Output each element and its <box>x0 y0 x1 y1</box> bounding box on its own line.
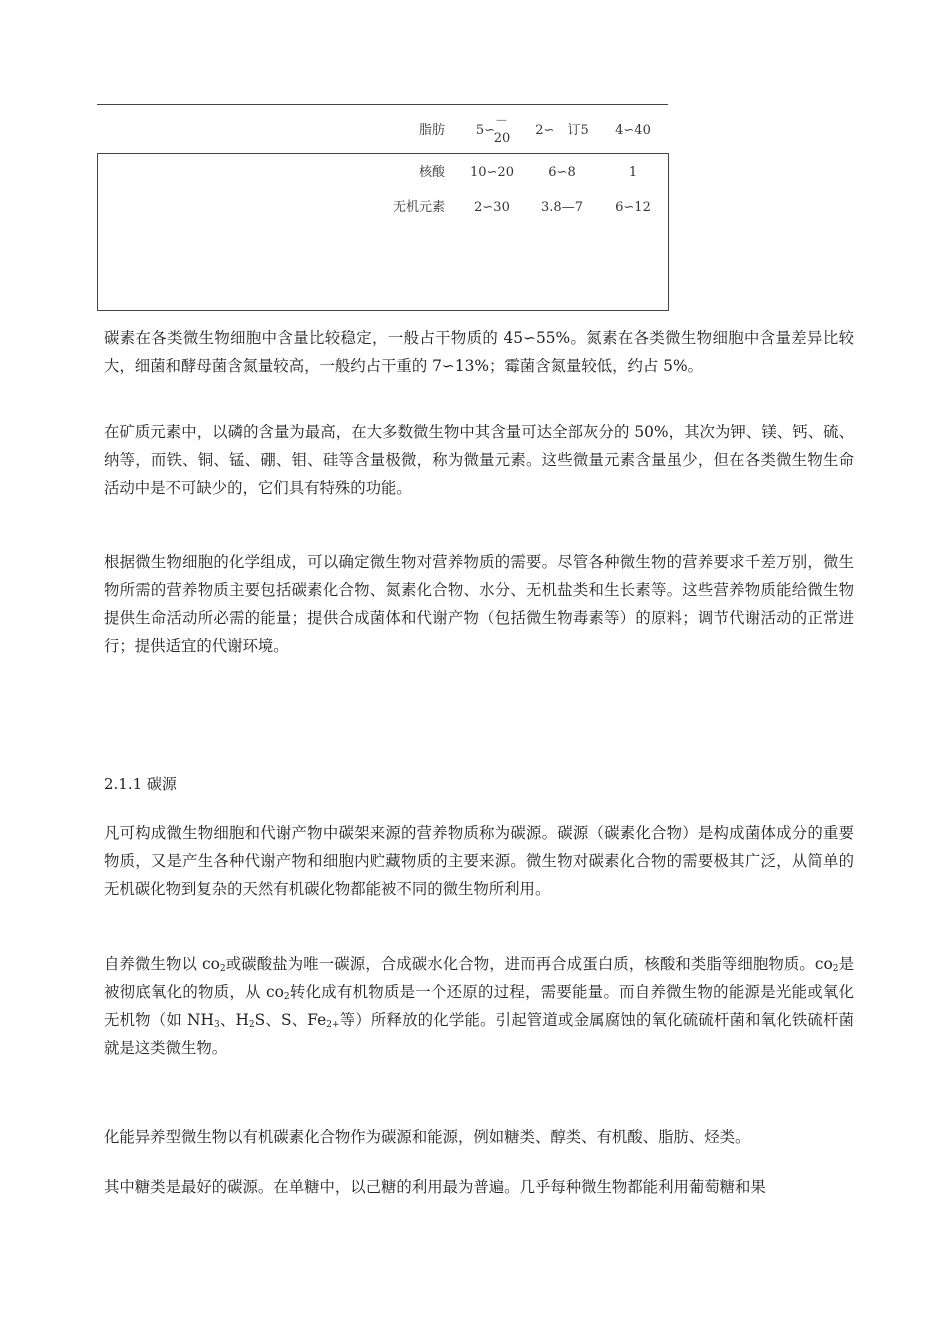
table-cell: 6∽12 <box>615 200 651 215</box>
table-cell: 3.8—7 <box>541 200 583 215</box>
section-heading: 2.1.1 碳源 <box>104 775 177 793</box>
paragraph <box>104 950 854 1062</box>
paragraph: 碳素在各类微生物细胞中含量比较稳定，一般占干物质的 45∽55%。氮素在各类微生物细胞中含量差异比较大，细菌和酵母菌含氮量较高，一般约占干重的 7∽13%；霉菌含氮量较低，约占 5%。 <box>104 329 854 375</box>
table-cell: 2∽ 订5 <box>535 123 589 138</box>
paragraph: 凡可构成微生物细胞和代谢产物中碳架来源的营养物质称为碳源。碳源（碳素化合物）是构成菌体成分的重要物质，又是产生各种代谢产物和细胞内贮藏物质的主要来源。微生物对碳素化合物的需要极其广泛，从简单的无机碳化物到复杂的天然有机碳化物都能被不同的微生物所利用。 <box>104 824 854 898</box>
table-cell: － <box>495 114 509 129</box>
text-run: S、S、Fe <box>254 1011 327 1029</box>
text-run: 或碳酸盐为唯一碳源，合成碳水化合物，进而再合成蛋白质，核酸和类脂等细胞物质。co <box>225 955 833 973</box>
text-run: 等）所释放的化学能。引起管道或金属腐蚀的氧化硫硫杆菌和氧化铁硫杆菌就是这类微生物。 <box>104 1011 854 1057</box>
table-cell: 20 <box>493 131 511 146</box>
table-cell: 4∽40 <box>615 123 651 138</box>
subscript: 2 <box>219 964 226 974</box>
table-cell: 10∽20 <box>470 165 514 180</box>
table-cell: 6∽8 <box>548 165 576 180</box>
text-run: 是被彻底氧化的物质，从 co <box>104 955 854 1001</box>
table-cell: 2∽30 <box>474 200 510 215</box>
subscript: 2 <box>832 964 839 974</box>
text-run: 自养微生物以 co <box>104 955 220 973</box>
paragraph: 在矿质元素中，以磷的含量为最高，在大多数微生物中其含量可达全部灰分的 50%，其次为钾、镁、钙、硫、纳等，而铁、铜、锰、硼、钼、硅等含量极微，称为微量元素。这些微量元素含量虽少，但在各类微生物生命活动中是不可缺少的，它们具有特殊的功能。 <box>104 423 854 497</box>
table-row-label: 脂肪 <box>418 123 445 138</box>
text-run: 、H <box>219 1011 249 1029</box>
subscript: 3 <box>213 1020 220 1030</box>
table-cell: 1 <box>628 165 638 180</box>
table-row-label: 无机元素 <box>392 200 445 215</box>
table-top-border <box>97 104 668 105</box>
text-run: 转化成有机物质是一个还原的过程，需要能量。而自养微生物的能源是光能或氧化无机物（如 NH <box>104 983 854 1029</box>
table-row-label: 核酸 <box>418 165 445 180</box>
paragraph: 化能异养型微生物以有机碳素化合物作为碳源和能源，例如糖类、醇类、有机酸、脂肪、烃类。 <box>104 1128 751 1146</box>
paragraph: 其中糖类是最好的碳源。在单糖中，以己糖的利用最为普遍。几乎每种微生物都能利用葡萄糖和果 <box>104 1178 766 1196</box>
table-cell: 5∽ <box>475 123 495 138</box>
subscript: 2 <box>248 1020 255 1030</box>
subscript: 2 <box>283 992 290 1002</box>
subscript: 2+ <box>326 1020 340 1030</box>
paragraph: 根据微生物细胞的化学组成，可以确定微生物对营养物质的需要。尽管各种微生物的营养要求千差万别，微生物所需的营养物质主要包括碳素化合物、氮素化合物、水分、无机盐类和生长素等。这些营养物质能给微生物提供生命活动所必需的能量；提供合成菌体和代谢产物（包括微生物毒素等）的原料；调节代谢活动的正常进行；提供适宜的代谢环境。 <box>104 553 854 655</box>
